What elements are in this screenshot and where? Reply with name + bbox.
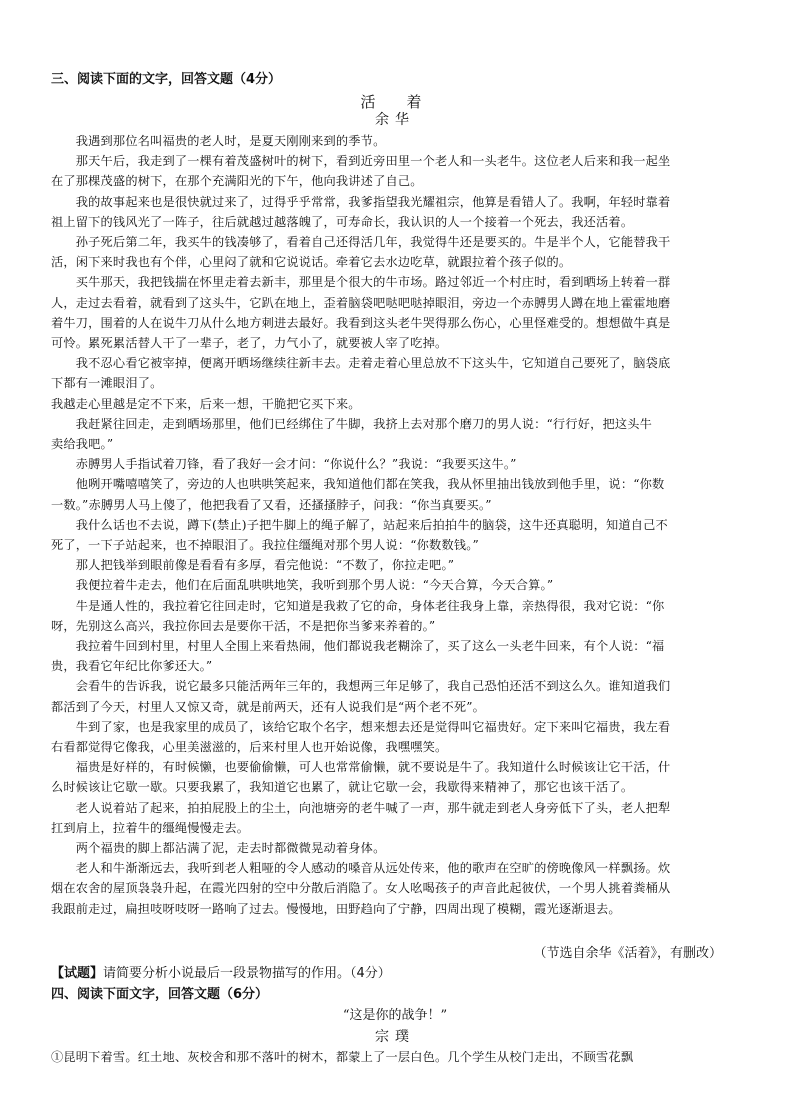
story-line: 我不忍心看它被宰掉，便离开晒场继续往新丰去。走着走着心里总放不下这头牛，它知道自己要死了，脑袋底 (51, 356, 671, 371)
story-line: 会看牛的告诉我，说它最多只能活两年三年的，我想两三年足够了，我自己恐怕还活不到这么久。谁知道我们 (51, 679, 671, 694)
story-line: 我跟前走过，扁担吱呀吱呀一路响了过去。慢慢地，田野趋向了宁静，四周出现了模糊，霞光逐渐退去。 (51, 901, 621, 916)
story-line: 着牛刀，围着的人在说牛刀从什么地方刺进去最好。我看到这头老牛哭得那么伤心，心里怪难受的。想想做牛真是 (51, 315, 671, 330)
story-line: 老人和牛渐渐远去，我听到老人粗哑的令人感动的嗓音从远处传来，他的歌声在空旷的傍晚像风一样飘扬。炊 (51, 861, 671, 876)
story-line: 我越走心里越是定不下来，后来一想，干脆把它买下来。 (51, 396, 361, 411)
story-line: 右看都觉得它像我，心里美滋滋的，后来村里人也开始说像，我嘿嘿笑。 (51, 740, 448, 754)
story-line: 呀，先别这么高兴，我拉你回去是要你干活，不是把你当爹来养着的。” (51, 618, 436, 633)
essay-author: 宗璞 (375, 1029, 415, 1045)
question-3 (0, 964, 790, 984)
story-line: 福贵是好样的，有时候懒，也要偷偷懒，可人也常常偷懒，就不要说是牛了。我知道什么时候该让它干活，什 (51, 760, 671, 775)
story-line: 两个福贵的脚上都沾满了泥，走去时都微微晃动着身体。 (51, 841, 386, 855)
story-line: 活，闲下来时我也有个伴，心里闷了就和它说说话。牵着它去水边吃草，就跟拉着个孩子似的。 (51, 255, 572, 270)
story-line: 我拉着牛回到村里，村里人全围上来看热闹，他们都说我老糊涂了，买了这么一头老牛回来，有个人说：“福 (51, 639, 665, 653)
story-line: 我遇到那位名叫福贵的老人时，是夏天刚刚来到的季节。 (51, 134, 386, 148)
story-author: 余华 (375, 112, 415, 128)
essay-title: “这是你的战争！” (342, 1008, 448, 1023)
story-line: 死了，一下子站起来，也不掉眼泪了。我拉住缰绳对那个男人说：“你数数钱。” (51, 538, 479, 552)
story-line: 牛是通人性的，我拉着它往回走时，它知道是我救了它的命，身体老往我身上靠，亲热得很，我对它说：“你 (51, 598, 665, 613)
story-line: 卖给我吧。” (51, 437, 114, 451)
story-line: 人，走过去看着，就看到了这头牛，它趴在地上，歪着脑袋吧哒吧哒掉眼泪，旁边一个赤膊男人蹲在地上霍霍地磨 (51, 295, 671, 310)
essay-first-line: ①昆明下着雪。红土地、灰校舍和那不落叶的树木，都蒙上了一层白色。几个学生从校门走出，不顾雪花飘 (51, 1050, 634, 1064)
story-line: 我便拉着牛走去，他们在后面乱哄哄地笑，我听到那个男人说：“今天合算，今天合算。” (51, 578, 554, 593)
story-line: 孙子死后第二年，我买牛的钱凑够了，看着自己还得活几年，我觉得牛还是要买的。牛是半个人，它能替我干 (51, 235, 671, 249)
story-line: 贵，我看它年纪比你爹还大。” (51, 659, 213, 674)
story-line: 我的故事起来也是很快就过来了，过得乎乎常常，我爹指望我光耀祖宗，他算是看错人了。我啊，年轻时靠着 (51, 194, 671, 209)
source-note: （节选自余华《活着》，有删改） (533, 946, 722, 961)
story-line: 我赶紧往回走，走到晒场那里，他们已经绑住了牛脚，我挤上去对那个磨刀的男人说：“行行好，把这头牛 (51, 416, 653, 431)
story-line: 都活到了今天，村里人又惊又奇，就是前两天，还有人说我们是“两个老不死”。 (51, 699, 486, 714)
story-line: 扛到肩上，拉着牛的缰绳慢慢走去。 (51, 820, 250, 835)
question-label: 【试题】 (51, 966, 104, 981)
story-line: 烟在农舍的屋顶袅袅升起，在霞光四射的空中分散后消隐了。女人吆喝孩子的声音此起彼伏，一个男人挑着粪桶从 (51, 881, 671, 896)
story-line: 我什么话也不去说，蹲下(禁止)子把牛脚上的绳子解了，站起来后拍拍牛的脑袋，这牛还真聪明，知道自己不 (51, 517, 668, 532)
story-line: 可怜。累死累活替人干了一辈子，老了，力气小了，就要被人宰了吃掉。 (51, 336, 448, 350)
story-line: 在了那棵茂盛的树下，在那个充满阳光的下午，他向我讲述了自己。 (51, 174, 423, 189)
story-line: 一数。”赤膊男人马上傻了，他把我看了又看，还搔搔脖子，问我：“你当真要买。” (51, 497, 492, 512)
question-text: 请简要分析小说最后一段景物描写的作用。（4分） (103, 966, 391, 981)
story-line: 祖上留下的钱风光了一阵子，往后就越过越落魄了，可寿命长，我认识的人一个接着一个死去，我还活着。 (51, 214, 634, 229)
story-line: 那人把钱举到眼前像是看看有多厚，看完他说：“不数了，你拉走吧。” (51, 558, 455, 573)
story-line: 那天午后，我走到了一棵有着茂盛树叶的树下，看到近旁田里一个老人和一头老牛。这位老人后来和我一起坐 (51, 154, 671, 169)
section-4-heading: 四、阅读下面文字，回答文题（6分） (51, 987, 269, 1002)
story-line: 他咧开嘴嘻嘻笑了，旁边的人也哄哄笑起来，我知道他们都在笑我，我从怀里抽出钱放到他手里，说：“你数 (51, 477, 665, 492)
story-line: 下都有一滩眼泪了。 (51, 376, 163, 391)
section-3-heading: 三、阅读下面的文字，回答文题（4分） (51, 72, 282, 87)
story-line: 买牛那天，我把钱揣在怀里走着去新丰，那里是个很大的牛市场。路过邻近一个村庄时，看到晒场上转着一群 (51, 275, 671, 290)
story-title: 活 着 (360, 93, 430, 111)
story-line: 老人说着站了起来，拍拍屁股上的尘土，向池塘旁的老牛喊了一声，那牛就走到老人身旁低下了头，老人把犁 (51, 800, 671, 815)
story-line: 牛到了家，也是我家里的成员了，该给它取个名字，想来想去还是觉得叫它福贵好。定下来叫它福贵，我左看 (51, 719, 671, 734)
story-line: 么时候该让它歇一歇。只要我累了，我知道它也累了，就让它歇一会，我歇得来精神了，那它也该干活了。 (51, 780, 634, 795)
story-line: 赤膊男人手指试着刀锋，看了我好一会才问：“你说什么？”我说：“我要买这牛。” (51, 457, 517, 472)
